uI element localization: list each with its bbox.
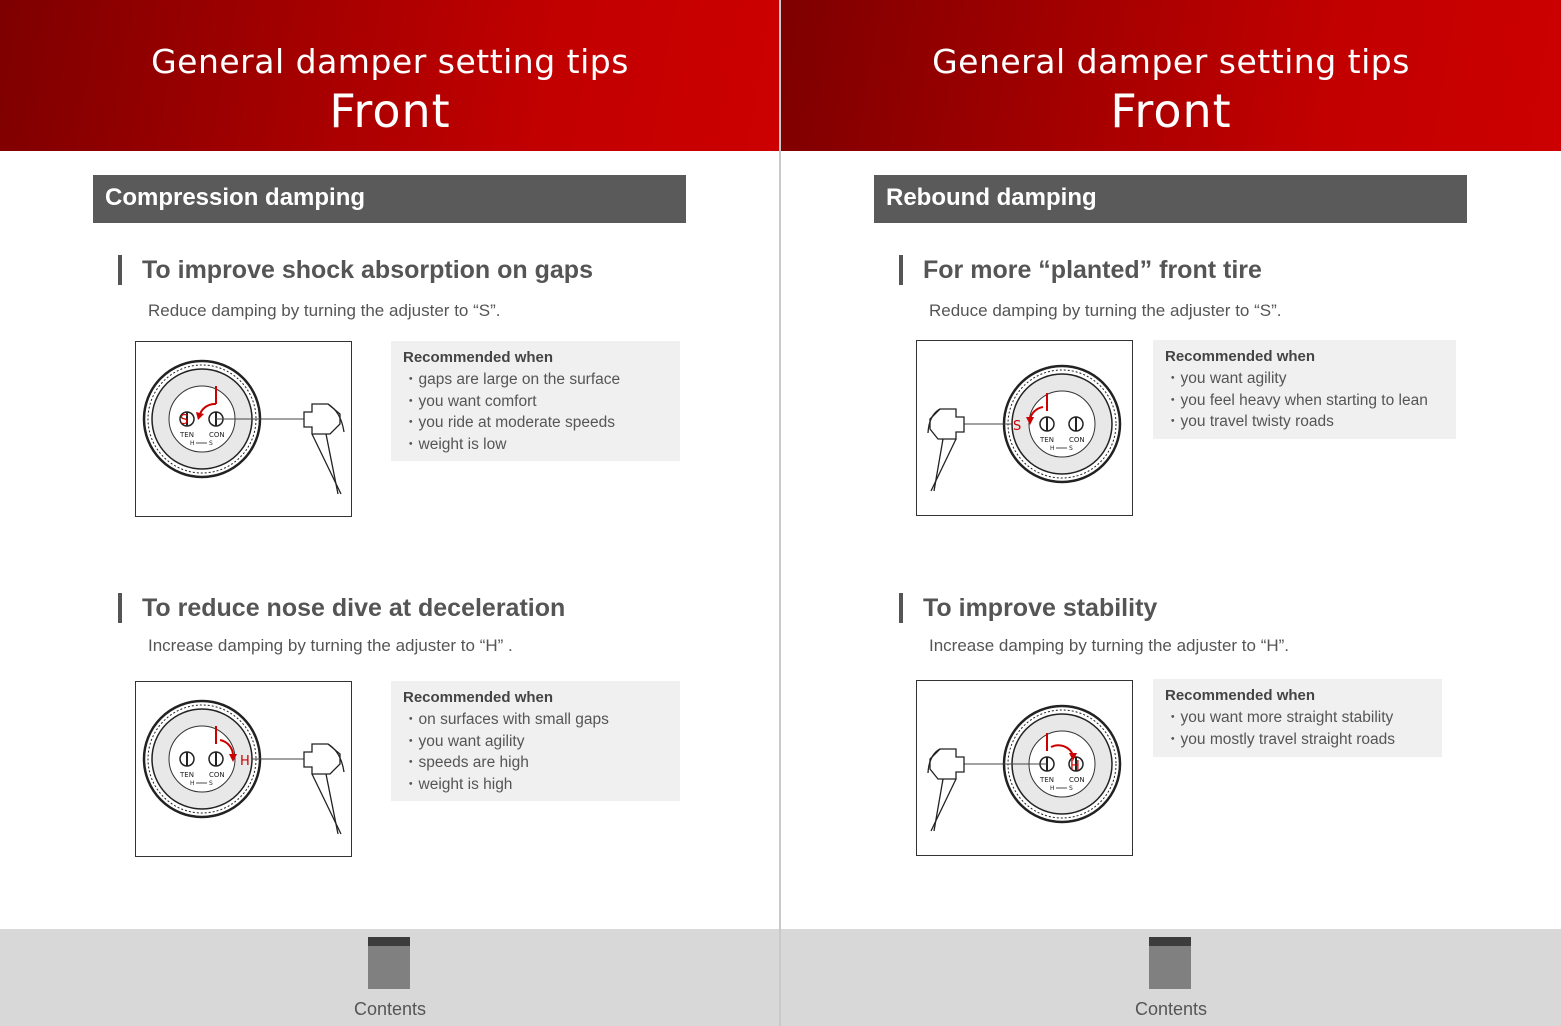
tip-instruction: Reduce damping by turning the adjuster to “S”. — [929, 301, 1282, 320]
s-small-label: S — [209, 440, 213, 447]
list-item: ・ you want agility — [403, 731, 668, 753]
list-item: ・ weight is high — [403, 774, 668, 796]
tip-instruction: Increase damping by turning the adjuster to “H”. — [929, 636, 1290, 655]
contents-label[interactable]: Contents — [353, 999, 427, 1019]
tip-heading: To improve shock absorption on gaps — [118, 255, 593, 285]
ten-label: TEN — [1040, 436, 1054, 444]
recommended-box — [1153, 340, 1456, 439]
book-icon[interactable] — [368, 937, 410, 989]
tip-heading: To reduce nose dive at deceleration — [118, 593, 565, 623]
left-page — [0, 0, 780, 1026]
h-small-label: H — [190, 440, 195, 447]
page-subtitle: Front — [1110, 84, 1232, 138]
section-title: Rebound damping — [874, 175, 1467, 223]
con-label: CON — [209, 771, 225, 779]
con-label: CON — [209, 431, 225, 439]
recommended-list — [1165, 707, 1430, 750]
recommended-title: Recommended when — [403, 689, 554, 706]
list-item: ・ you travel twisty roads — [1165, 411, 1444, 433]
recommended-list — [403, 709, 668, 795]
s-label: S — [1013, 419, 1022, 434]
s-small-label: S — [209, 780, 213, 787]
s-label: S — [180, 413, 189, 428]
h-small-label: H — [1050, 785, 1055, 792]
list-item: ・ you want more straight stability — [1165, 707, 1430, 729]
h-label: H — [1070, 759, 1080, 774]
con-label: CON — [1069, 436, 1085, 444]
page-title: General damper setting tips — [932, 42, 1410, 81]
list-item: ・ you want comfort — [403, 391, 668, 413]
page-header — [0, 0, 780, 151]
adjuster-diagram — [916, 680, 1133, 856]
contents-button[interactable] — [0, 929, 780, 1026]
page-subtitle: Front — [329, 84, 451, 138]
screwdriver-icon — [928, 409, 964, 491]
adjuster-cap-icon — [1004, 366, 1120, 482]
list-item: ・ you ride at moderate speeds — [403, 412, 668, 434]
tip-heading: For more “planted” front tire — [899, 255, 1262, 285]
recommended-title: Recommended when — [1165, 687, 1316, 704]
h-small-label: H — [1050, 445, 1055, 452]
adjuster-diagram — [916, 340, 1133, 516]
ten-label: TEN — [180, 431, 194, 439]
tip-instruction: Reduce damping by turning the adjuster to “S”. — [148, 301, 501, 320]
page-title: General damper setting tips — [151, 42, 629, 81]
recommended-title: Recommended when — [403, 349, 554, 366]
h-label: H — [240, 754, 250, 769]
book-icon[interactable] — [1149, 937, 1191, 989]
tip-instruction: Increase damping by turning the adjuster to “H” . — [148, 636, 513, 655]
ten-label: TEN — [1040, 776, 1054, 784]
h-small-label: H — [190, 780, 195, 787]
section-title: Compression damping — [93, 175, 686, 223]
adjuster-diagram — [135, 341, 352, 517]
recommended-list — [403, 369, 668, 455]
tip-heading: To improve stability — [899, 593, 1157, 623]
screwdriver-icon — [304, 744, 344, 834]
right-page — [781, 0, 1561, 1026]
recommended-title: Recommended when — [1165, 348, 1316, 365]
list-item: ・ weight is low — [403, 434, 668, 456]
contents-button[interactable] — [781, 929, 1561, 1026]
page-header — [781, 0, 1561, 151]
recommended-box — [391, 681, 680, 801]
list-item: ・ gaps are large on the surface — [403, 369, 668, 391]
s-small-label: S — [1069, 785, 1073, 792]
adjuster-diagram — [135, 681, 352, 857]
list-item: ・ speeds are high — [403, 752, 668, 774]
recommended-list — [1165, 368, 1444, 433]
contents-label[interactable]: Contents — [1134, 999, 1208, 1019]
recommended-box — [1153, 679, 1442, 757]
con-label: CON — [1069, 776, 1085, 784]
ten-label: TEN — [180, 771, 194, 779]
s-small-label: S — [1069, 445, 1073, 452]
list-item: ・ you feel heavy when starting to lean — [1165, 390, 1444, 412]
list-item: ・ on surfaces with small gaps — [403, 709, 668, 731]
screwdriver-icon — [304, 404, 344, 494]
screwdriver-icon — [928, 749, 964, 831]
list-item: ・ you mostly travel straight roads — [1165, 729, 1430, 751]
recommended-box — [391, 341, 680, 461]
list-item: ・ you want agility — [1165, 368, 1444, 390]
